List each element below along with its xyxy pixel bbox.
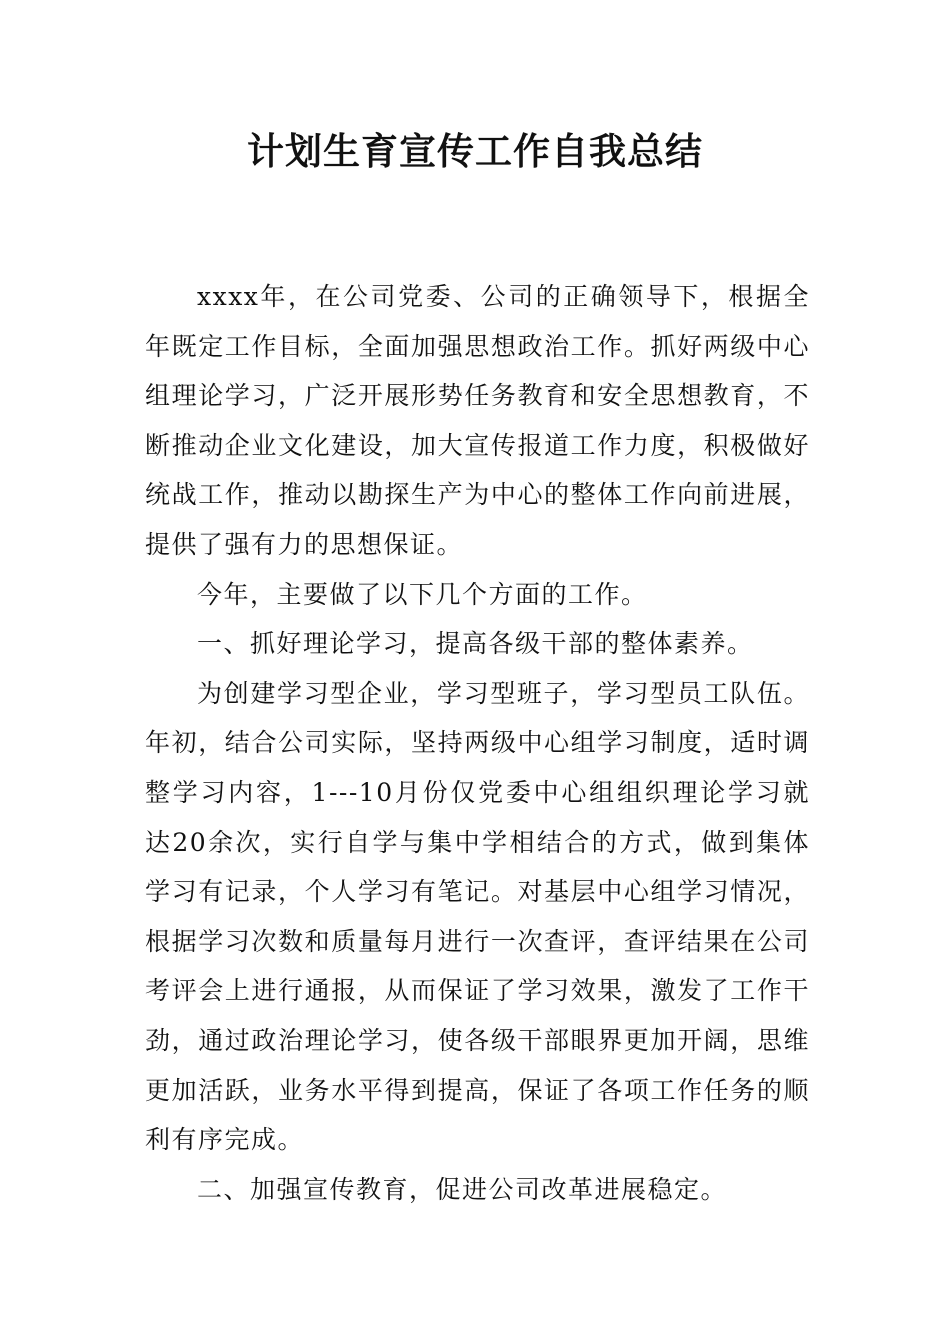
section-heading-2: 二、加强宣传教育，促进公司改革进展稳定。 (197, 1174, 728, 1204)
paragraph-intro: xxxx年，在公司党委、公司的正确领导下，根据全年既定工作目标，全面加强思想政治工作。抓好两级中心组理论学习，广泛开展形势任务教育和安全思想教育，不断推动企业文化建设，加大宣传报道工作力度，积极做好统战工作，推动以勘探生产为中心的整体工作向前进展，提供了强有力的思想保证。 (145, 282, 810, 559)
section-heading-1: 一、抓好理论学习，提高各级干部的整体素养。 (197, 629, 754, 659)
document-title: 计划生育宣传工作自我总结 (247, 130, 703, 173)
paragraph-section-1: 为创建学习型企业，学习型班子，学习型员工队伍。年初，结合公司实际，坚持两级中心组学习制度，适时调整学习内容，1---10月份仅党委中心组组织理论学习就达20余次，实行自学与集中学相结合的方式，做到集体学习有记录，个人学习有笔记。对基层中心组学习情况，根据学习次数和质量每月进行一次查评，查评结果在公司考评会上进行通报，从而保证了学习效果，激发了工作干劲，通过政治理论学习，使各级干部眼界更加开阔，思维更加活跃，业务水平得到提高，保证了各项工作任务的顺利有序完成。 (145, 678, 810, 1155)
paragraph-overview: 今年，主要做了以下几个方面的工作。 (197, 579, 648, 609)
document-body (145, 272, 810, 1214)
